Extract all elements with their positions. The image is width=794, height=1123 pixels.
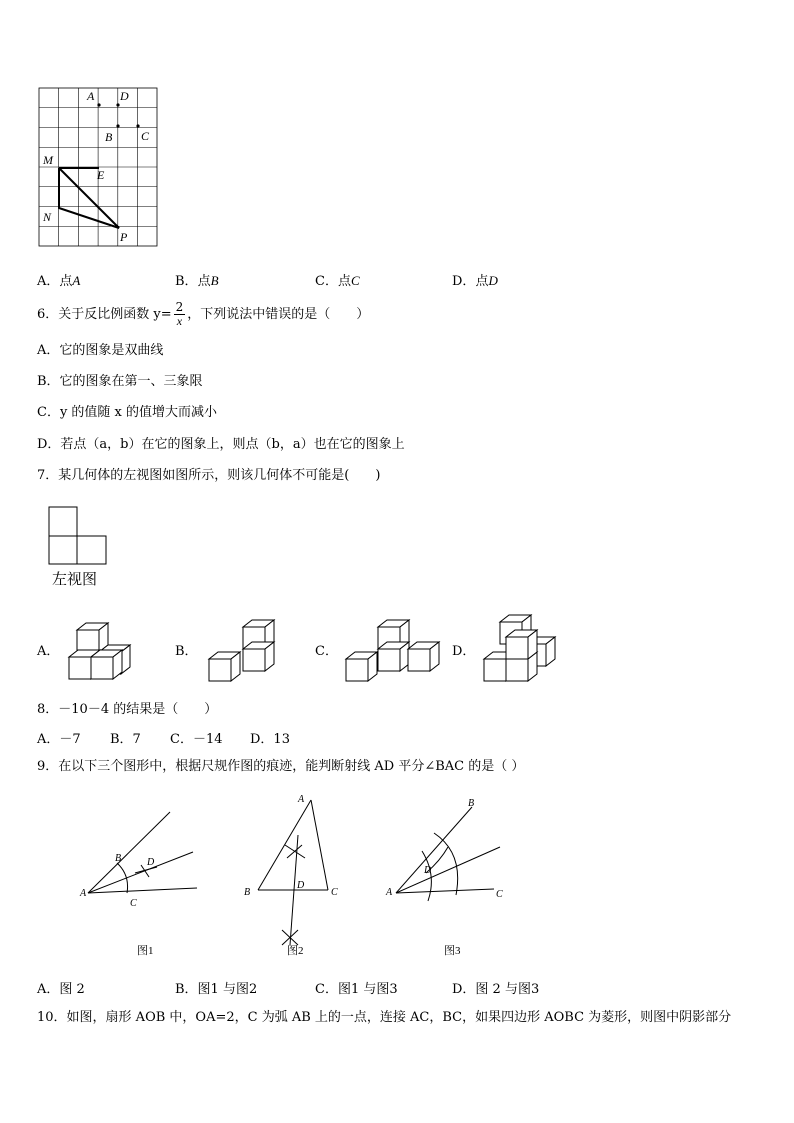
option-var: C — [350, 273, 360, 288]
q6-fraction — [174, 301, 186, 328]
cube — [209, 652, 240, 681]
q9-option-b[interactable]: B．图1 与图2 — [175, 982, 258, 997]
q8-option-c[interactable]: C．－14 — [170, 732, 223, 747]
fig2-label-B: B — [244, 887, 251, 898]
label-B: B — [105, 130, 113, 144]
fig1-label-B: B — [115, 853, 122, 864]
q5-grid-figure — [30, 80, 170, 260]
cube — [378, 642, 409, 671]
q7-solid-a — [65, 610, 140, 690]
label-P: P — [120, 230, 128, 244]
q9-figure-1 — [75, 795, 210, 960]
option-var: B — [210, 273, 219, 288]
option-letter: A． — [37, 274, 60, 289]
q8-stem: 8．－10－4 的结果是（ ） — [37, 702, 218, 717]
q5-option-d[interactable] — [452, 270, 498, 289]
q9-figure-2 — [240, 790, 350, 960]
q6-option-b[interactable]: B．它的图象在第一、三象限 — [37, 374, 203, 389]
q5-option-a[interactable] — [37, 270, 80, 289]
q6-option-c[interactable]: C．y 的值随 x 的值增大而减小 — [37, 405, 218, 420]
fig2-caption: 图2 — [287, 945, 304, 957]
q9-stem: 9．在以下三个图形中，根据尺规作图的痕迹，能判断射线 AD 平分∠BAC 的是（ ） — [37, 759, 525, 774]
option-var: A — [72, 273, 81, 288]
q10-stem: 10．如图，扇形 AOB 中，OA=2，C 为弧 AB 上的一点，连接 AC，BC，如果四边形 AOBC 为菱形，则图中阴影部分 — [37, 1010, 732, 1025]
cube — [506, 630, 537, 659]
option-text: 点 — [59, 274, 73, 289]
fig1-label-D: D — [147, 857, 155, 868]
label-D: D — [120, 89, 129, 103]
q7-stem: 7．某几何体的左视图如图所示，则该几何体不可能是( ) — [37, 468, 381, 483]
option-letter: C． — [315, 274, 338, 289]
fig3-label-C: C — [496, 889, 503, 900]
fig1-label-C: C — [130, 898, 137, 909]
fig2-label-A: A — [298, 794, 305, 805]
fig2-label-C: C — [331, 887, 338, 898]
q7-left-view-figure — [46, 505, 112, 567]
q7-solid-b — [205, 612, 280, 692]
cube — [243, 642, 274, 671]
fig3-caption: 图3 — [444, 945, 461, 957]
fig3-label-A: A — [386, 887, 393, 898]
q7-option-d[interactable]: D． — [452, 644, 476, 659]
q5-option-c[interactable] — [315, 270, 360, 289]
option-letter: B． — [175, 274, 198, 289]
q7-option-b[interactable]: B． — [175, 644, 198, 659]
q6-stem-after: ，下列说法中错误的是（ ） — [187, 307, 370, 322]
q5-option-b[interactable] — [175, 270, 219, 289]
q8-option-b[interactable]: B．7 — [110, 732, 141, 747]
fig2-label-D: D — [297, 880, 305, 891]
label-C: C — [141, 129, 150, 143]
option-text: 点 — [475, 274, 489, 289]
cube — [346, 652, 377, 681]
label-N: N — [43, 210, 52, 224]
cube — [408, 642, 439, 671]
q9-option-a[interactable]: A．图 2 — [37, 982, 85, 997]
q8-option-d[interactable]: D．13 — [250, 732, 290, 747]
fraction-denominator: x — [176, 314, 183, 328]
fig1-caption: 图1 — [137, 945, 154, 957]
label-A: A — [87, 89, 95, 103]
q7-option-a[interactable]: A． — [37, 644, 60, 659]
q7-solid-c — [342, 612, 442, 692]
fraction-numerator: 2 — [175, 300, 184, 314]
q6-option-d[interactable]: D．若点（a，b）在它的图象上，则点（b，a）也在它的图象上 — [37, 437, 405, 452]
fig1-label-A: A — [80, 888, 87, 899]
q6-stem — [37, 300, 369, 330]
q6-stem-before: 6．关于反比例函数 y= — [37, 307, 172, 322]
fig3-label-B: B — [468, 798, 475, 809]
option-var: D — [488, 273, 498, 288]
option-text: 点 — [197, 274, 211, 289]
q7-view-caption: 左视图 — [52, 570, 98, 588]
option-letter: D． — [452, 274, 476, 289]
q7-option-c[interactable]: C． — [315, 644, 338, 659]
q9-figure-3 — [382, 795, 517, 960]
label-M: M — [43, 153, 53, 167]
q7-solid-d — [480, 605, 565, 690]
q8-option-a[interactable]: A．－7 — [37, 732, 81, 747]
cube — [91, 650, 122, 679]
q9-option-d[interactable]: D．图 2 与图3 — [452, 982, 540, 997]
cube — [77, 623, 108, 652]
fig3-label-D: D — [424, 865, 432, 876]
q6-option-a[interactable]: A．它的图象是双曲线 — [37, 343, 164, 358]
option-text: 点 — [337, 274, 351, 289]
label-E: E — [97, 168, 105, 182]
q9-option-c[interactable]: C．图1 与图3 — [315, 982, 398, 997]
